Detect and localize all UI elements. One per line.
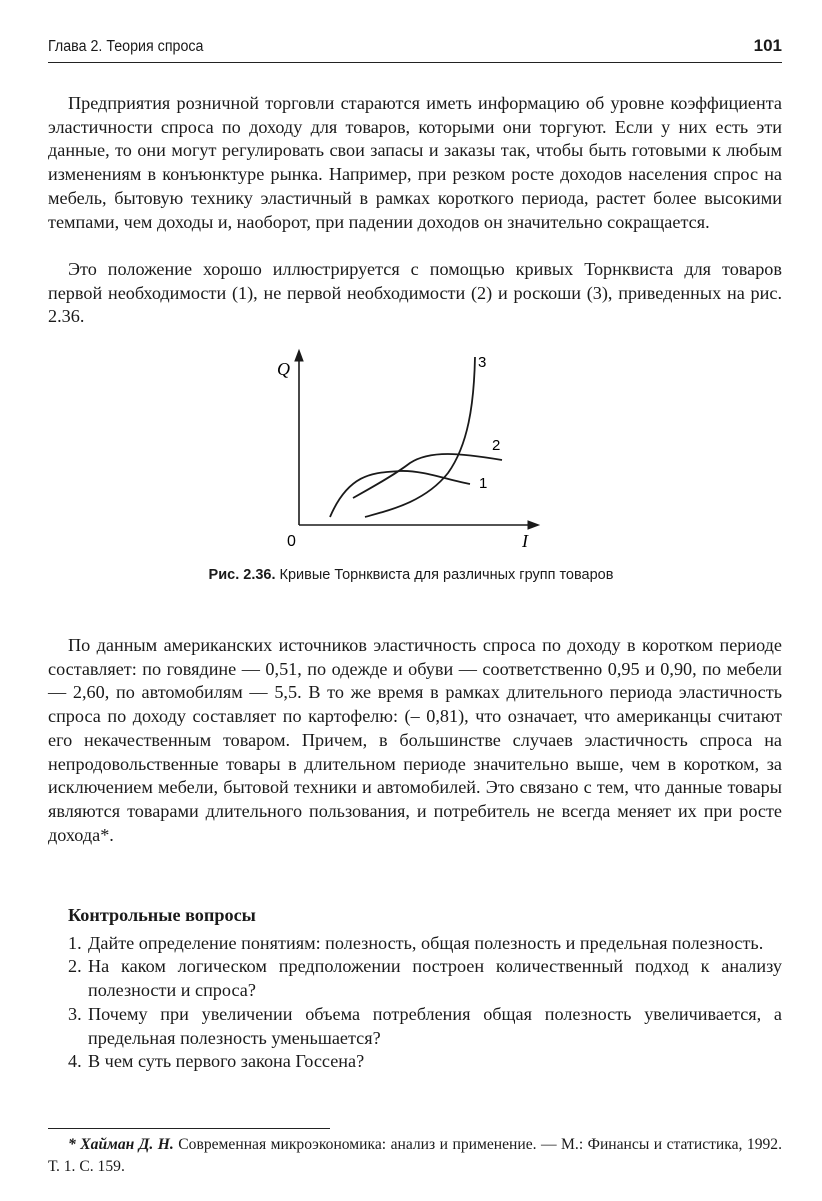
page-header: [48, 36, 782, 63]
curve-3-luxury: [365, 357, 475, 517]
question-number: 3.: [68, 1003, 82, 1024]
footnote-marker: *: [68, 1136, 81, 1153]
list-item: [48, 1050, 782, 1074]
paragraph-3-block: [48, 634, 782, 847]
curve-label-3: 3: [478, 354, 487, 371]
footnote: [48, 1134, 782, 1177]
list-item: [48, 1003, 782, 1050]
figure-graph: [0, 345, 822, 590]
paragraph-1-block: [48, 92, 782, 234]
paragraph: Это положение хорошо иллюстрируется с помощью кривых Торнквиста для товаров первой необходимости (1), не первой необходимости (2) и роскоши (3), приведенных на рис. 2.36.: [48, 259, 782, 327]
question-number: 2.: [68, 956, 82, 977]
question-text: В чем суть первого закона Госсена?: [88, 1051, 365, 1072]
curve-label-1: 1: [479, 475, 488, 492]
y-axis-label: Q: [277, 359, 290, 379]
figure-tornqvist-curves: [0, 345, 822, 590]
review-questions: [48, 904, 782, 1074]
caption-text: Кривые Торнквиста для различных групп товаров: [279, 567, 614, 583]
paragraph: По данным американских источников эластичность спроса по доходу в коротком периоде составляет: по говядине — 0,51, по одежде и обуви — соответственно 0,95 и 0,90, по мебели — 2,60, по автомобилям — 5,5. В то же время в рамках длительного периода эластичность спроса по доходу составляет по картофелю: (– 0,81), что означает, что американцы считают его некачественным товаром. Причем, в большинстве случаев эластичность спроса на непродовольственные товары в длительном периоде значительно выше, чем в коротком, за исключением мебели, бытовой техники и автомобилей. Это связано с тем, что данные товары являются товарами длительного пользования, и потребитель не всегда меняет их при росте дохода*.: [48, 635, 782, 845]
question-number: 1.: [68, 932, 82, 953]
list-item: [48, 955, 782, 1002]
chapter-title: Глава 2. Теория спроса: [48, 38, 204, 55]
questions-title: Контрольные вопросы: [68, 905, 256, 925]
question-text: На каком логическом предположении построен количественный подход к анализу полезности и спроса?: [88, 956, 782, 1001]
footnote-paragraph: [48, 1134, 782, 1177]
curve-label-2: 2: [492, 437, 501, 454]
x-axis-label: I: [522, 531, 528, 551]
origin-label: 0: [287, 533, 296, 550]
question-number: 4.: [68, 1051, 82, 1072]
paragraph-2-block: [48, 258, 782, 329]
footnote-divider: [48, 1128, 330, 1129]
page-number: 101: [753, 36, 782, 55]
question-text: Дайте определение понятиям: полезность, общая полезность и предельная полезность.: [88, 932, 764, 953]
question-text: Почему при увеличении объема потребления общая полезность увеличивается, а предельная полезность уменьшается?: [88, 1003, 782, 1048]
caption-number: Рис. 2.36.: [208, 567, 276, 583]
curve-1-necessities: [330, 471, 470, 517]
footnote-author: Хайман Д. Н.: [80, 1136, 174, 1153]
questions-list: [48, 932, 782, 1074]
list-item: [48, 932, 782, 956]
figure-caption: [0, 567, 822, 583]
footnote-text: Современная микроэкономика: анализ и применение. — М.: Финансы и статистика, 1992. Т. 1. С. 159.: [48, 1136, 782, 1175]
paragraph: Предприятия розничной торговли стараются иметь информацию об уровне коэффициента эластичности спроса по доходу для товаров, которыми они торгуют. Если у них есть эти данные, то они могут регулировать свои запасы и заказы так, чтобы быть готовыми к любым изменениям в конъюнктуре рынка. Например, при резком росте доходов населения спрос на мебель, бытовую технику эластичный в рамках короткого периода, растет более высокими темпами, чем доходы и, наоборот, при падении доходов он значительно сокращается.: [48, 93, 782, 232]
